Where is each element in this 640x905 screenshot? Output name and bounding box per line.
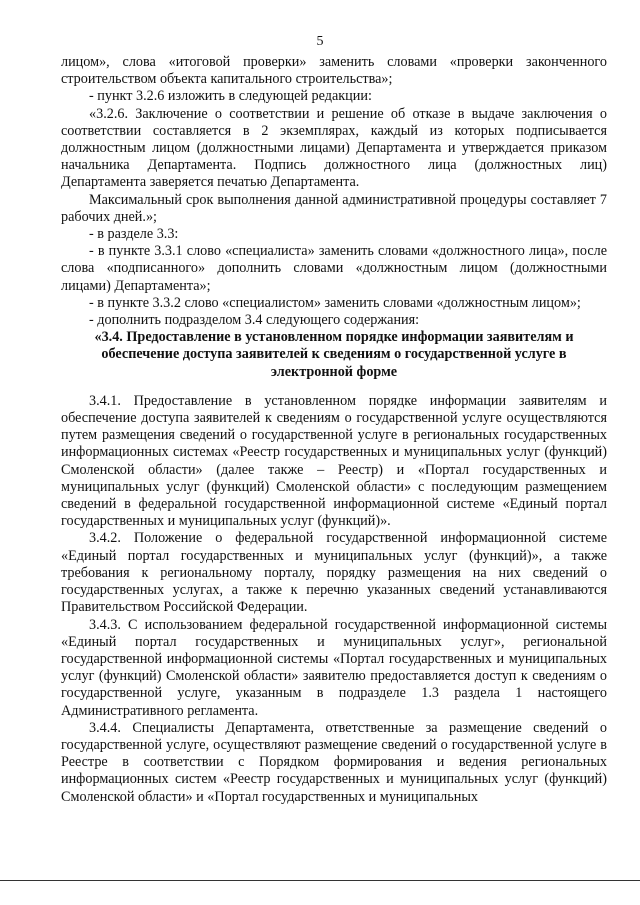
paragraph-3-4-3: 3.4.3. С использованием федеральной государственной информационной системы «Единый портал государственных и муниципальных услуг», региональной государственной информационной системы «Портал государственных и муниципальных услуг (функций) Смоленской области» заявителю предоставляется доступ к сведениям о государственной услуге, указанным в подразделе 1.3 раздела 1 настоящего Административного регламента. <box>61 616 607 719</box>
amendment-line: - пункт 3.2.6 изложить в следующей редакции: <box>89 88 372 105</box>
amendment-line: - в пункте 3.3.1 слово «специалиста» заменить словами «должностного лица», после слова «подписанного» дополнить словами «должностным лицом (должностными лицами) Департамента»; <box>61 243 607 294</box>
amendment-line: лицом», слова «итоговой проверки» заменить словами «проверки законченного строительством объекта капитального строительства»; <box>61 54 607 88</box>
amendment-line: «3.2.6. Заключение о соответствии и решение об отказе в выдаче заключения о соответствии составляется в 2 экземплярах, каждый из которых подписывается должностным лицом (должностными лицами) Департамента и утверждается приказом начальника Департамента. Подпись должностного лица (должностных лиц) Департамента заверяется печатью Департамента. <box>61 105 607 191</box>
paragraph-3-4-4: 3.4.4. Специалисты Департамента, ответственные за размещение сведений о государственной услуге, осуществляют размещение сведений о государственной услуге в Реестре в соответствии с Порядком формирования и ведения региональных информационных систем «Реестр государственных и муниципальных услуг (функций) Смоленской области» и «Портал государственных и муниципальных <box>61 719 607 805</box>
footer-divider <box>0 880 640 881</box>
page-number: 5 <box>316 34 324 49</box>
amendment-line: Максимальный срок выполнения данной административной процедуры составляет 7 рабочих дней.»; <box>61 191 607 225</box>
amendment-line: - в разделе 3.3: <box>89 226 179 243</box>
amendment-line: - дополнить подразделом 3.4 следующего содержания: <box>89 312 420 329</box>
paragraph-3-4-1: 3.4.1. Предоставление в установленном порядке информации заявителям и обеспечение доступа заявителей к сведениям о государственной услуге осуществляются путем размещения сведений о государственной услуге в региональных государственных информационных системах «Реестр государственных и муниципальных услуг (функций) Смоленской области» (далее также – Реестр) и «Портал государственных и муниципальных услуг (функций) Смоленской области» с последующим размещением сведений в федеральной государственной информационной системе «Единый портал государственных и муниципальных услуг (функций)». <box>61 392 607 530</box>
amendment-line: - в пункте 3.3.2 слово «специалистом» заменить словами «должностным лицом»; <box>89 294 581 311</box>
section-heading: «3.4. Предоставление в установленном порядке информации заявителям и обеспечение доступа заявителей к сведениям о государственной услуге в электронной форме <box>94 329 574 380</box>
paragraph-3-4-2: 3.4.2. Положение о федеральной государственной информационной системе «Единый портал государственных и муниципальных услуг (функций)», а также требования к региональному порталу, порядку размещения на них сведений о государственных услугах, а также к перечню указанных сведений устанавливаются Правительством Российской Федерации. <box>61 530 607 616</box>
document-body <box>61 54 607 806</box>
